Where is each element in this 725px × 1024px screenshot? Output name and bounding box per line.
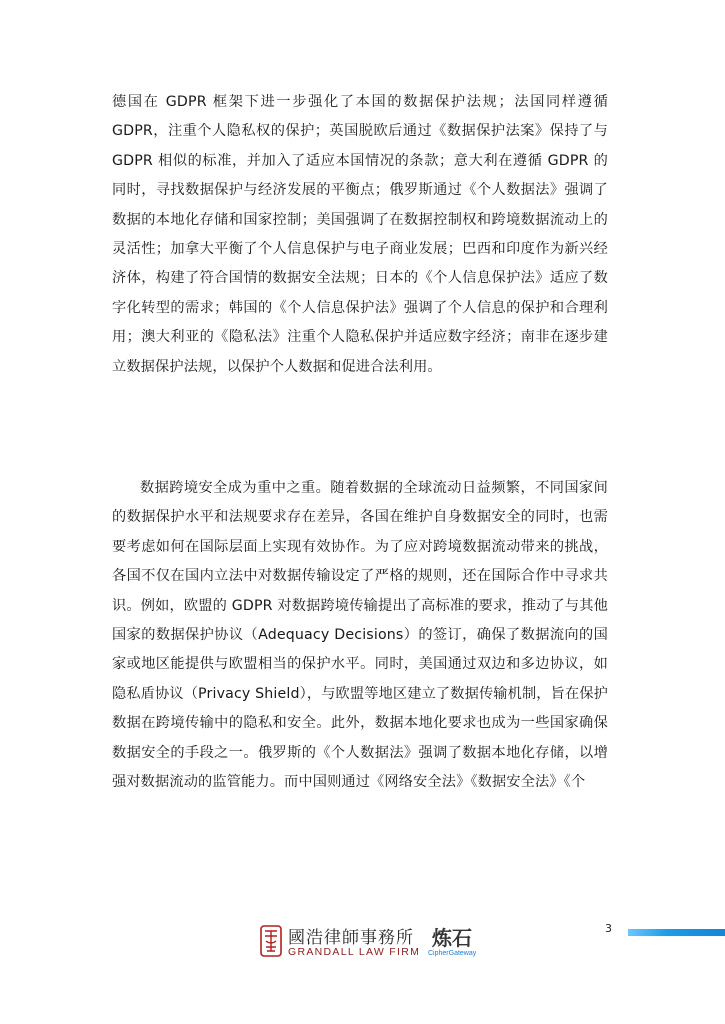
body-paragraph-1: 德国在 GDPR 框架下进一步强化了本国的数据保护法规；法国同样遵循 GDPR，注重个人隐私权的保护；英国脱欧后通过《数据保护法案》保持了与 GDPR 相似的标准，并加入了适应本国情况的条款；意大利在遵循 GDPR 的同时，寻找数据保护与经济发展的平衡点；俄罗斯通过《个人数据法》强调了数据的本地化存储和国家控制；美国强调了在数据控制权和跨境数据流动上的灵活性；加拿大平衡了个人信息保护与电子商业发展；巴西和印度作为新兴经济体，构建了符合国情的数据安全法规；日本的《个人信息保护法》适应了数字化转型的需求；韩国的《个人信息保护法》强调了个人信息的保护和合理利用；澳大利亚的《隐私法》注重个人隐私保护并适应数字经济；南非在逐步建立数据保护法规，以保护个人数据和促进合法利用。: [112, 94, 608, 375]
grandall-name-cn: 國浩律師事務所: [288, 928, 414, 948]
grandall-name-en: GRANDALL LAW FIRM: [288, 946, 421, 958]
footer-logos: [256, 922, 496, 966]
body-paragraph-2: 数据跨境安全成为重中之重。随着数据的全球流动日益频繁，不同国家间的数据保护水平和法规要求存在差异，各国在维护自身数据安全的同时，也需要考虑如何在国际层面上实现有效协作。为了应对跨境数据流动带来的挑战，各国不仅在国内立法中对数据传输设定了严格的规则，还在国际合作中寻求共识。例如，欧盟的 GDPR 对数据跨境传输提出了高标准的要求，推动了与其他国家的数据保护协议（Adequacy Decisions）的签订，确保了数据流向的国家或地区能提供与欧盟相当的保护水平。同时，美国通过双边和多边协议，如隐私盾协议（Privacy Shield），与欧盟等地区建立了数据传输机制，旨在保护数据在跨境传输中的隐私和安全。此外，数据本地化要求也成为一些国家确保数据安全的手段之一。俄罗斯的《个人数据法》强调了数据本地化存储，以增强对数据流动的监管能力。而中国则通过《网络安全法》《数据安全法》《个: [112, 480, 608, 791]
grandall-seal-icon: [260, 925, 282, 957]
cipher-name-cn: 炼石: [432, 926, 472, 950]
page-number: 3: [605, 922, 612, 935]
accent-bar: [628, 929, 725, 936]
cipher-name-en: CipherGateway: [428, 950, 477, 957]
